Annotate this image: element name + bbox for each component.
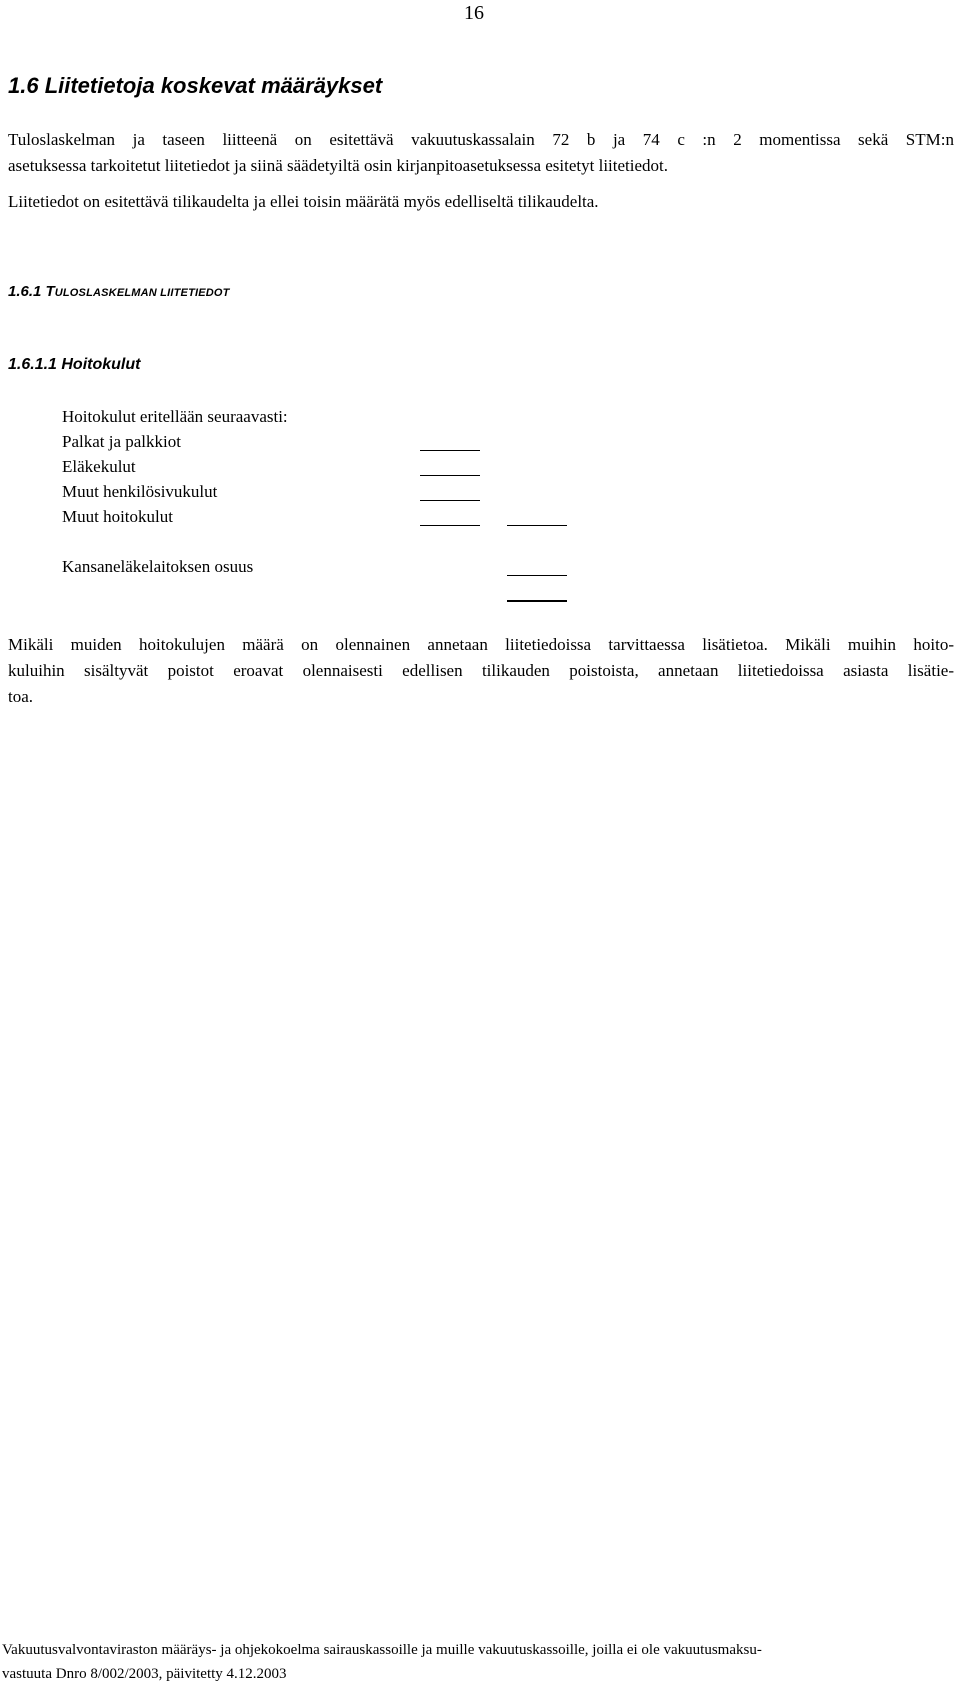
spec-item: Muut henkilösivukulut — [62, 482, 218, 501]
section-heading: 1.6 Liitetietoja koskevat määräykset — [8, 73, 383, 98]
blank-line-share — [507, 575, 567, 576]
blank-line-total — [507, 525, 567, 526]
additional-info-line-3: toa. — [8, 687, 34, 706]
intro-paragraph-line-1: Tuloslaskelman ja taseen liitteenä on esitettävä vakuutuskassalain 72 b ja 74 c :n 2 momentissa sekä STM:n — [8, 130, 954, 149]
additional-info-line-1: Mikäli muiden hoitokulujen määrä on olennainen annetaan liitetiedoissa tarvittaessa lisätietoa. Mikäli muihin hoito- — [8, 635, 954, 654]
additional-info-line-2: kuluihin sisältyvät poistot eroavat olennaisesti edellisen tilikauden poistoista, annetaan liitetiedoissa asiasta lisätie- — [8, 661, 954, 680]
subsection-number: 1.6.1 — [8, 283, 42, 300]
blank-line-other-staff — [420, 500, 480, 501]
page-number: 16 — [464, 2, 484, 24]
spec-item: Palkat ja palkkiot — [62, 432, 181, 451]
intro-paragraph — [8, 127, 954, 179]
subsection-title-initial: T — [45, 283, 55, 300]
period-paragraph — [8, 189, 954, 215]
subsubsection-heading: 1.6.1.1 Hoitokulut — [8, 356, 141, 373]
spec-item: Eläkekulut — [62, 457, 136, 476]
subsection-title-rest: ULOSLASKELMAN LIITETIEDOT — [54, 287, 230, 299]
blank-line-other-expenses — [420, 525, 480, 526]
footer-line-1: Vakuutusvalvontaviraston määräys- ja ohjekokoelma sairauskassoille ja muille vakuutuskassoille, joilla ei ole vakuutusmaksu- — [2, 1642, 762, 1658]
specification-intro: Hoitokulut eritellään seuraavasti: — [62, 407, 288, 426]
spec-item: Muut hoitokulut — [62, 507, 173, 526]
subsection-heading — [8, 281, 230, 304]
footer-line-2: vastuuta Dnro 8/002/2003, päivitetty 4.12.2003 — [2, 1666, 287, 1682]
blank-line-salaries — [420, 450, 480, 451]
blank-line-result — [507, 600, 567, 602]
additional-info-paragraph — [8, 632, 954, 710]
spec-share: Kansaneläkelaitoksen osuus — [62, 557, 254, 576]
blank-line-pensions — [420, 475, 480, 476]
period-paragraph-line: Liitetiedot on esitettävä tilikaudelta ja ellei toisin määrätä myös edelliseltä tilikaudelta. — [8, 192, 599, 211]
intro-paragraph-line-2: asetuksessa tarkoitetut liitetiedot ja siinä säädetyiltä osin kirjanpitoasetuksessa esitetyt liitetiedot. — [8, 156, 669, 175]
